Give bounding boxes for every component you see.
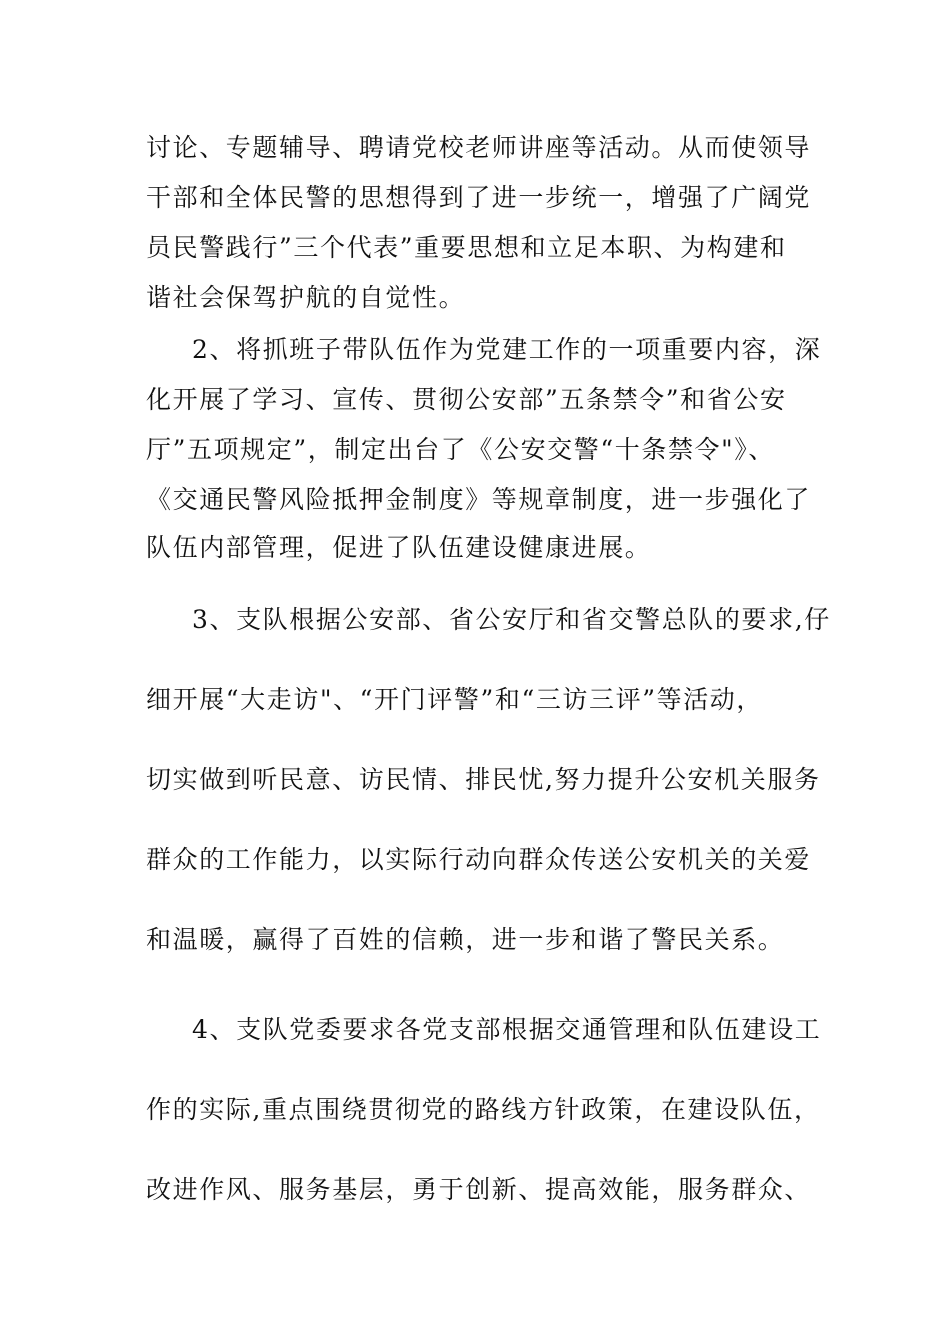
text-line-7: 厅”五项规定”，制定出台了《公安交警“十条禁令"》、 xyxy=(146,435,775,464)
text-line-14: 和温暖，赢得了百姓的信赖，进一步和谐了警民关系。 xyxy=(146,925,785,954)
text-line-1: 讨论、专题辅导、聘请党校老师讲座等活动。从而使领导 xyxy=(146,133,812,162)
paragraph-3-line-1: 3、支队根据公安部、省公安厅和省交警总队的要求,仔 xyxy=(192,605,831,634)
text-line-12: 切实做到听民意、访民情、排民忧,努力提升公安机关服务 xyxy=(146,765,821,794)
text-line-8: 《交通民警风险抵押金制度》等规章制度，进一步强化了 xyxy=(146,485,812,514)
paragraph-4-line-1: 4、支队党委要求各党支部根据交通管理和队伍建设工 xyxy=(192,1015,822,1044)
text-line-2: 干部和全体民警的思想得到了进一步统一，增强了广阔党 xyxy=(146,183,812,212)
text-line-13: 群众的工作能力，以实际行动向群众传送公安机关的关爱 xyxy=(146,845,812,874)
text-line-9: 队伍内部管理，促进了队伍建设健康进展。 xyxy=(146,533,652,562)
paragraph-2-line-1: 2、将抓班子带队伍作为党建工作的一项重要内容，深 xyxy=(192,335,822,364)
text-line-11: 细开展“大走访"、“开门评警”和“三访三评”等活动， xyxy=(146,685,764,714)
text-line-4: 谐社会保驾护航的自觉性。 xyxy=(146,283,466,312)
text-line-16: 作的实际,重点围绕贯彻党的路线方针政策，在建设队伍， xyxy=(146,1095,821,1124)
text-line-17: 改进作风、服务基层，勇于创新、提高效能，服务群众、 xyxy=(146,1175,812,1204)
text-line-3: 员民警践行”三个代表”重要思想和立足本职、为构建和 xyxy=(146,233,787,262)
text-line-6: 化开展了学习、宣传、贯彻公安部”五条禁令”和省公安 xyxy=(146,385,787,414)
